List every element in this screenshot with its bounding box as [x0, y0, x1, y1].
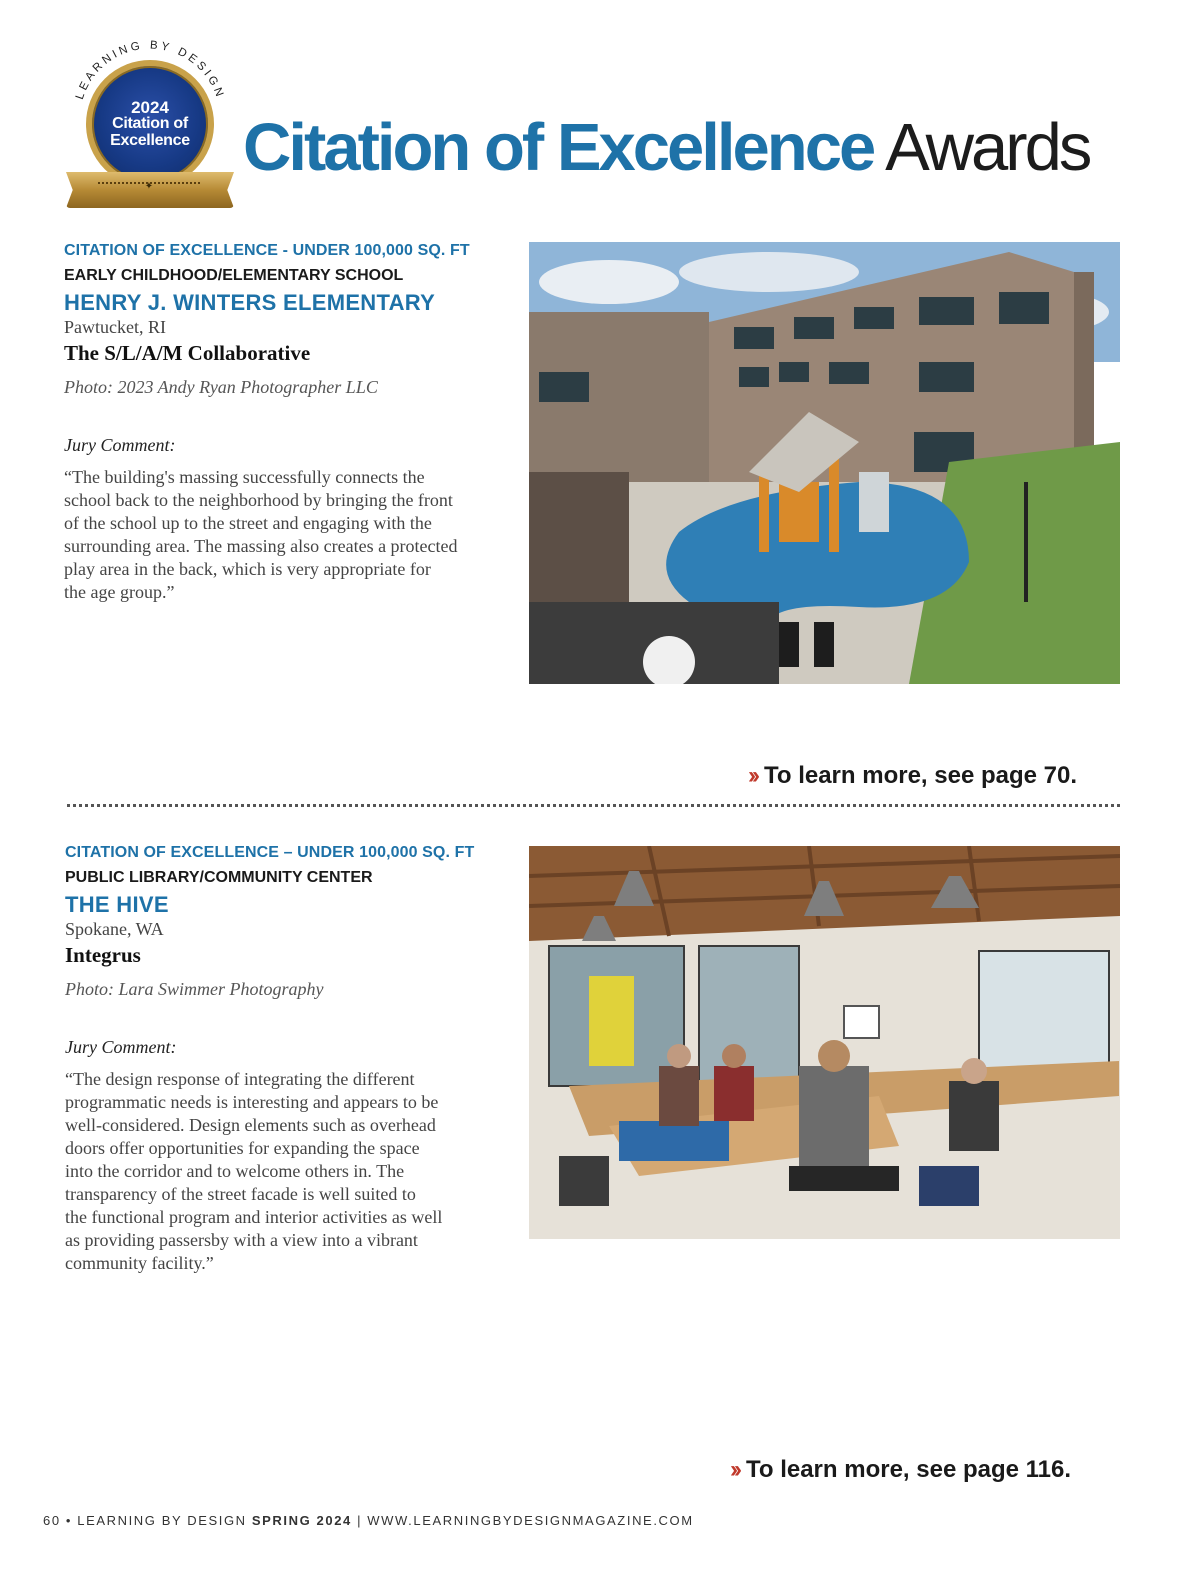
jury-line: surrounding area. The massing also creates a protected — [64, 536, 458, 556]
jury-line: into the corridor and to welcome others in. The — [65, 1161, 405, 1181]
jury-heading: Jury Comment: — [65, 1037, 177, 1057]
entry-category: CITATION OF EXCELLENCE – UNDER 100,000 SQ. FT — [65, 844, 475, 861]
badge-title-line1: Citation of — [112, 115, 188, 133]
photo-credit: Photo: 2023 Andy Ryan Photographer LLC — [64, 377, 378, 397]
jury-line: community facility.” — [65, 1253, 214, 1273]
headline-dark: Awards — [885, 110, 1090, 185]
project-name: HENRY J. WINTERS ELEMENTARY — [64, 290, 436, 315]
chevron-right-icon: ›› — [730, 1456, 738, 1483]
jury-line: school back to the neighborhood by bringing the front — [64, 490, 453, 510]
jury-line: the age group.” — [64, 582, 175, 602]
jury-line: as providing passersby with a view into a vibrant — [65, 1230, 418, 1250]
footer-url[interactable]: WWW.LEARNINGBYDESIGNMAGAZINE.COM — [367, 1513, 694, 1528]
footer-page-magazine: 60 • LEARNING BY DESIGN — [43, 1513, 252, 1528]
entry-category: CITATION OF EXCELLENCE - UNDER 100,000 SQ. FT — [64, 242, 470, 259]
jury-line: “The building's massing successfully connects the — [64, 467, 425, 487]
photo-credit: Photo: Lara Swimmer Photography — [65, 979, 324, 999]
chevron-right-icon: ›› — [748, 762, 756, 789]
project-location: Pawtucket, RI — [64, 317, 166, 337]
project-location: Spokane, WA — [65, 919, 164, 939]
jury-line: the functional program and interior activities as well — [65, 1207, 443, 1227]
footer-issue: SPRING 2024 — [251, 1513, 352, 1528]
jury-heading: Jury Comment: — [64, 435, 176, 455]
jury-line: programmatic needs is interesting and appears to be — [65, 1092, 439, 1112]
architect-firm: Integrus — [65, 943, 141, 967]
jury-line: well-considered. Design elements such as overhead — [65, 1115, 436, 1135]
entry-type: PUBLIC LIBRARY/COMMUNITY CENTER — [65, 869, 373, 886]
learn-more-link[interactable] — [730, 1456, 1071, 1484]
learn-more-text: To learn more, see page 70. — [763, 762, 1078, 789]
badge-medallion — [86, 60, 214, 188]
jury-line: transparency of the street facade is well suited to — [65, 1184, 416, 1204]
award-badge — [60, 40, 240, 220]
jury-line: doors offer opportunities for expanding the space — [65, 1138, 420, 1158]
badge-title-line2: Excellence — [110, 131, 190, 149]
entry-type: EARLY CHILDHOOD/ELEMENTARY SCHOOL — [64, 267, 404, 284]
entry-1-text — [64, 242, 504, 604]
jury-line: play area in the back, which is very appropriate for — [64, 559, 431, 579]
svg-text:LEARNING BY DESIGN: LEARNING BY DESIGN — [73, 40, 227, 102]
footer-separator: | — [351, 1513, 368, 1528]
section-divider — [67, 804, 1120, 807]
ribbon-star-icon: ✦ — [98, 182, 200, 192]
learn-more-text: To learn more, see page 116. — [745, 1456, 1072, 1483]
headline-blue: Citation of Excellence — [243, 110, 874, 185]
jury-line: of the school up to the street and engaging with the — [64, 513, 432, 533]
architect-firm: The S/L/A/M Collaborative — [64, 341, 311, 365]
jury-comment — [64, 466, 504, 604]
page-footer — [43, 1513, 694, 1528]
badge-year: 2024 — [131, 98, 169, 118]
jury-line: “The design response of integrating the different — [65, 1069, 415, 1089]
learn-more-link[interactable] — [748, 762, 1077, 790]
page-headline — [243, 108, 1089, 188]
jury-comment — [65, 1068, 505, 1275]
project-name: THE HIVE — [65, 892, 169, 917]
school-exterior-photo — [529, 242, 1120, 684]
entry-2-text — [65, 844, 505, 1275]
community-center-interior-photo — [529, 846, 1120, 1239]
